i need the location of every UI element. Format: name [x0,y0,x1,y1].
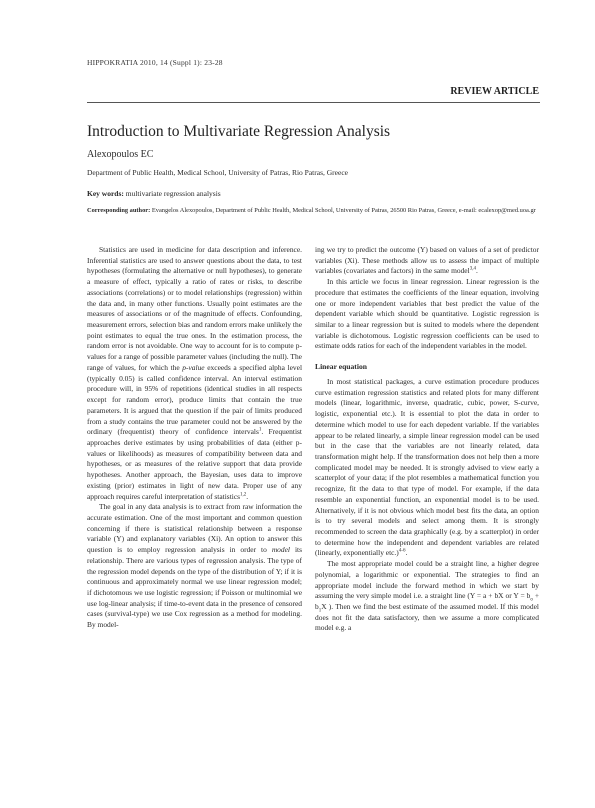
journal-citation: HIPPOKRATIA 2010, 14 (Suppl 1): 23-28 [87,58,223,67]
author-name: Alexopoulos EC [87,149,154,160]
article-title: Introduction to Multivariate Regression Analysis [87,123,391,140]
affiliation: Department of Public Health, Medical School, University of Patras, Rio Patras, Greece [87,168,348,177]
paragraph: The most appropriate model could be a straight line, a higher degree polynomial, a logarithmic or exponential. The strategies to find an appropriate model include the forward method in which we start by assuming the very simple model i.e. a straight line (Y = a + bX or $Y = b_o + b_1X$ ). Then we find the best estimate of the assumed model. If this model does not fit the data satisfactory, then we assume a more complicated model e.g. a [315,559,540,633]
corresponding-label: Corresponding author: [87,207,151,214]
section-label: REVIEW ARTICLE [450,86,539,97]
paragraph: ing we try to predict the outcome (Y) based on values of a set of predictor variables (Xi). These methods allow us to assess the impact of multiple variables (covariates and factors) in the same model$^{3,4}$. [315,245,539,276]
paragraph: In most statistical packages, a curve estimation procedure produces curve estimation regression statistics and related plots for many different models (linear, logarithmic, inverse, quadratic, cubic, power, S-curve, logistic, exponential etc.). It is essential to plot the data in order to determine which model to use for each depedent variable. If the variables appear to be related linearly, a simple linear regression model can be used but in the case that the variables are not linearly related, data transformation might help. If the transformation does not help then a more complicated model may be needed. It is strongly advised to view early a scatterplot of your data; if the plot resembles a mathematical function you recognize, fit the data to that type of model. For example, if the data resemble an exponential function, an exponential model is to be used. Alternatively, if it is not obvious which model best fits the data, an option is to try several models and select among them. It is strongly recommended to screen the data graphically (e.g. by a scatterplot) in order to determine how the independent and dependent variables are related (linearly, exponentially etc.)$^{4-6}$. [315,376,539,558]
corresponding-text: Evangelos Alexopoulos, Department of Public Health, Medical School, University of Patras, 26500 Rio Patras, Greece, e-mail: ecalexop@med.uoa.gr [151,207,536,214]
keywords-line [87,189,221,198]
paragraph: In this article we focus in linear regression. Linear regression is the procedure that estimates the coefficients of the linear equation, involving one or more independent variables that best predict the value of the dependent variable which should be quantitative. Logistic regression is similar to a linear regression but is suited to models where the dependent variable is dichotomous. Logistic regression coefficients can be used to estimate odds ratios for each of the independent variables in the model. [315,277,539,351]
keywords-value: multivariate regression analysis [125,189,221,198]
corresponding-author [87,206,539,217]
paragraph: Statistics are used in medicine for data description and inference. Inferential statistics are used to answer questions about the data, to test hypotheses (formulating the alternative or null hypotheses), to generate a measure of effect, typically a ratio of rates or risks, to describe associations (correlations) or to model relationships (regression) within the data and, in many other functions. Usually point estimates are the measures of associations or of the magnitude of effects. Confounding, measurement errors, selection bias and random errors make unlikely the point estimates to equal the true ones. In the estimation process, the random error is not avoidable. One way to account for is to compute p-values for a range of possible parameter values (including the null). The range of values, for which the p-value exceeds a specified alpha level (typically 0.05) is called confidence interval. An interval estimation procedure will, in 95% of repetitions (identical studies in all respects except for random error), produce limits that contain the true parameters. It is argued that the question if the pair of limits produced from a study contains the true parameter could not be answered by the ordinary (frequentist) theory of confidence intervals$^1$. Frequentist approaches derive estimates by using probabilities of data (either p-values or likelihoods) as measures of compatibility between data and hypotheses, or as measures of the relative support that data provide hypotheses. Another approach, the Bayesian, uses data to improve existing (prior) estimates in light of new data. Proper use of any approach requires careful interpretation of statistics$^{1,2}$. [87,245,303,501]
left-column [87,245,302,631]
header-divider [87,102,540,103]
right-column [315,245,539,634]
section-heading: Linear equation [315,362,367,372]
keywords-label: Key words: [87,189,124,198]
paragraph: The goal in any data analysis is to extract from raw information the accurate estimation. One of the most important and common question concerning if there is statistical relationship between a response variable (Y) and explanatory variables (Xi). An option to answer this question is to employ regression analysis in order to model its relationship. There are various types of regression analysis. The type of the regression model depends on the type of the distribution of Y; if it is continuous and approximately normal we use linear regression model; if dichotomous we use logistic regression; if Poisson or multinomial we use log-linear analysis; if time-to-event data in the presence of censored cases (survival-type) we use Cox regression as a method for modeling. By model- [87,502,303,630]
